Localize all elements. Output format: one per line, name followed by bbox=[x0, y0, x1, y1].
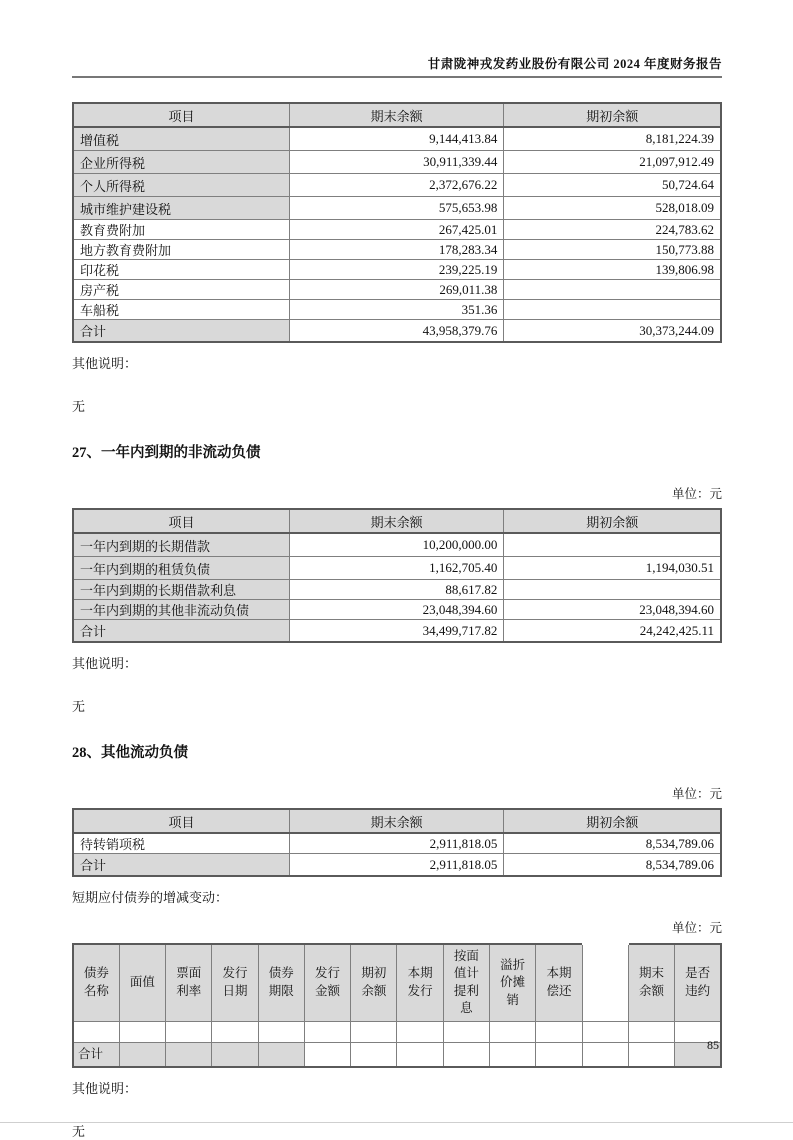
tax-table bbox=[72, 102, 722, 343]
table-row bbox=[73, 127, 721, 151]
beginning-balance-cell: 1,194,030.51 bbox=[504, 557, 721, 580]
beginning-balance-cell: 30,373,244.09 bbox=[504, 320, 721, 343]
row-label-cell: 印花税 bbox=[73, 260, 289, 280]
empty-cell bbox=[490, 1043, 536, 1068]
beginning-balance-cell: 139,806.98 bbox=[504, 260, 721, 280]
bond-change-caption: 短期应付债券的增减变动： bbox=[72, 890, 229, 905]
other-notes-label: 其他说明： bbox=[72, 1081, 138, 1096]
ending-balance-cell: 10,200,000.00 bbox=[289, 533, 503, 557]
column-header-ending-balance: 期末余额 bbox=[289, 809, 503, 833]
ending-balance-cell: 2,372,676.22 bbox=[289, 174, 503, 197]
table-total-row bbox=[73, 320, 721, 343]
table-total-row bbox=[73, 620, 721, 643]
row-label-cell: 个人所得税 bbox=[73, 174, 289, 197]
column-header-blank bbox=[582, 944, 628, 1022]
column-header-bond-name: 债券名称 bbox=[73, 944, 119, 1022]
row-label-cell: 待转销项税 bbox=[73, 833, 289, 854]
beginning-balance-cell: 50,724.64 bbox=[504, 174, 721, 197]
table-row bbox=[73, 174, 721, 197]
table-header-row bbox=[73, 103, 721, 127]
empty-cell bbox=[73, 1022, 119, 1043]
bond-unit-label: 单位：元 bbox=[671, 921, 722, 935]
table-row bbox=[73, 280, 721, 300]
table-row bbox=[73, 197, 721, 220]
section-27-unit-label: 单位：元 bbox=[671, 487, 722, 501]
ending-balance-cell: 575,653.98 bbox=[289, 197, 503, 220]
report-title: 甘肃陇神戎发药业股份有限公司 2024 年度财务报告 bbox=[427, 57, 722, 71]
empty-cell bbox=[166, 1022, 212, 1043]
row-label-cell: 教育费附加 bbox=[73, 220, 289, 240]
table-row bbox=[73, 260, 721, 280]
row-label-cell: 一年内到期的租赁负债 bbox=[73, 557, 289, 580]
empty-cell bbox=[212, 1022, 258, 1043]
total-label-cell: 合计 bbox=[73, 854, 289, 877]
total-label-cell: 合计 bbox=[73, 620, 289, 643]
column-header-interest-at-face-value: 按面值计提利息 bbox=[443, 944, 489, 1022]
column-header-repaid-this-period: 本期偿还 bbox=[536, 944, 582, 1022]
ending-balance-cell: 2,911,818.05 bbox=[289, 833, 503, 854]
column-header-ending-balance: 期末余额 bbox=[289, 509, 503, 533]
beginning-balance-cell: 8,534,789.06 bbox=[504, 833, 721, 854]
table-header-row bbox=[73, 509, 721, 533]
total-label-cell: 合计 bbox=[73, 1043, 119, 1068]
row-label-cell: 企业所得税 bbox=[73, 151, 289, 174]
empty-cell bbox=[443, 1022, 489, 1043]
empty-cell bbox=[536, 1022, 582, 1043]
ending-balance-cell: 23,048,394.60 bbox=[289, 600, 503, 620]
ending-balance-cell: 88,617.82 bbox=[289, 580, 503, 600]
column-header-beginning-balance: 期初余额 bbox=[504, 103, 721, 127]
noncurrent-liabilities-due-table bbox=[72, 508, 722, 643]
empty-cell bbox=[212, 1043, 258, 1068]
empty-cell bbox=[351, 1043, 397, 1068]
empty-cell bbox=[490, 1022, 536, 1043]
column-header-premium-discount-amortization: 溢折价摊销 bbox=[490, 944, 536, 1022]
beginning-balance-cell: 8,181,224.39 bbox=[504, 127, 721, 151]
ending-balance-cell: 9,144,413.84 bbox=[289, 127, 503, 151]
beginning-balance-cell: 21,097,912.49 bbox=[504, 151, 721, 174]
row-label-cell: 房产税 bbox=[73, 280, 289, 300]
beginning-balance-cell: 528,018.09 bbox=[504, 197, 721, 220]
empty-cell bbox=[119, 1043, 165, 1068]
ending-balance-cell: 267,425.01 bbox=[289, 220, 503, 240]
empty-cell bbox=[258, 1022, 304, 1043]
empty-cell bbox=[536, 1043, 582, 1068]
beginning-balance-cell: 8,534,789.06 bbox=[504, 854, 721, 877]
column-header-coupon-rate: 票面利率 bbox=[166, 944, 212, 1022]
column-header-beginning-balance: 期初余额 bbox=[351, 944, 397, 1022]
column-header-issue-date: 发行日期 bbox=[212, 944, 258, 1022]
column-header-item: 项目 bbox=[73, 103, 289, 127]
table-row bbox=[73, 240, 721, 260]
table-total-row bbox=[73, 854, 721, 877]
table-row bbox=[73, 557, 721, 580]
page-content bbox=[72, 0, 722, 1140]
beginning-balance-cell: 150,773.88 bbox=[504, 240, 721, 260]
section-28-title: 28、其他流动负债 bbox=[72, 745, 188, 761]
row-label-cell: 一年内到期的长期借款 bbox=[73, 533, 289, 557]
empty-cell bbox=[119, 1022, 165, 1043]
empty-cell bbox=[304, 1043, 350, 1068]
beginning-balance-cell: 23,048,394.60 bbox=[504, 600, 721, 620]
other-notes-label: 其他说明： bbox=[72, 656, 138, 671]
other-current-liabilities-table bbox=[72, 808, 722, 877]
beginning-balance-cell bbox=[504, 300, 721, 320]
column-header-default-status: 是否违约 bbox=[675, 944, 721, 1022]
table-total-row bbox=[73, 1043, 721, 1068]
ending-balance-cell: 30,911,339.44 bbox=[289, 151, 503, 174]
report-header bbox=[72, 0, 722, 78]
empty-cell bbox=[258, 1043, 304, 1068]
table-header-row bbox=[73, 809, 721, 833]
ending-balance-cell: 1,162,705.40 bbox=[289, 557, 503, 580]
section-27-title: 27、一年内到期的非流动负债 bbox=[72, 445, 261, 461]
column-header-ending-balance: 期末余额 bbox=[628, 944, 674, 1022]
ending-balance-cell: 43,958,379.76 bbox=[289, 320, 503, 343]
empty-cell bbox=[582, 1022, 628, 1043]
table-header-row bbox=[73, 944, 721, 1022]
ending-balance-cell: 34,499,717.82 bbox=[289, 620, 503, 643]
ending-balance-cell: 269,011.38 bbox=[289, 280, 503, 300]
column-header-ending-balance: 期末余额 bbox=[289, 103, 503, 127]
empty-cell bbox=[628, 1043, 674, 1068]
empty-cell bbox=[443, 1043, 489, 1068]
table-row bbox=[73, 1022, 721, 1043]
column-header-beginning-balance: 期初余额 bbox=[504, 809, 721, 833]
row-label-cell: 一年内到期的长期借款利息 bbox=[73, 580, 289, 600]
empty-cell bbox=[304, 1022, 350, 1043]
ending-balance-cell: 351.36 bbox=[289, 300, 503, 320]
beginning-balance-cell bbox=[504, 580, 721, 600]
column-header-face-value: 面值 bbox=[119, 944, 165, 1022]
table-row bbox=[73, 580, 721, 600]
column-header-bond-term: 债券期限 bbox=[258, 944, 304, 1022]
empty-cell bbox=[582, 1043, 628, 1068]
column-header-issue-amount: 发行金额 bbox=[304, 944, 350, 1022]
table-row bbox=[73, 220, 721, 240]
empty-cell bbox=[397, 1022, 443, 1043]
table-row bbox=[73, 151, 721, 174]
table-row bbox=[73, 600, 721, 620]
table-row bbox=[73, 533, 721, 557]
total-label-cell: 合计 bbox=[73, 320, 289, 343]
column-header-item: 项目 bbox=[73, 809, 289, 833]
ending-balance-cell: 178,283.34 bbox=[289, 240, 503, 260]
beginning-balance-cell: 224,783.62 bbox=[504, 220, 721, 240]
page-number: 85 bbox=[707, 1038, 719, 1052]
other-notes-value: 无 bbox=[72, 399, 86, 414]
ending-balance-cell: 2,911,818.05 bbox=[289, 854, 503, 877]
beginning-balance-cell: 24,242,425.11 bbox=[504, 620, 721, 643]
empty-cell bbox=[628, 1022, 674, 1043]
column-header-item: 项目 bbox=[73, 509, 289, 533]
other-notes-value: 无 bbox=[72, 1124, 86, 1139]
row-label-cell: 城市维护建设税 bbox=[73, 197, 289, 220]
empty-cell bbox=[397, 1043, 443, 1068]
row-label-cell: 增值税 bbox=[73, 127, 289, 151]
table-row bbox=[73, 833, 721, 854]
row-label-cell: 地方教育费附加 bbox=[73, 240, 289, 260]
section-28-unit-label: 单位：元 bbox=[671, 787, 722, 801]
row-label-cell: 一年内到期的其他非流动负债 bbox=[73, 600, 289, 620]
row-label-cell: 车船税 bbox=[73, 300, 289, 320]
short-term-bonds-table bbox=[72, 942, 722, 1068]
empty-cell bbox=[351, 1022, 397, 1043]
column-header-beginning-balance: 期初余额 bbox=[504, 509, 721, 533]
other-notes-label: 其他说明： bbox=[72, 356, 138, 371]
beginning-balance-cell bbox=[504, 280, 721, 300]
table-row bbox=[73, 300, 721, 320]
column-header-issued-this-period: 本期发行 bbox=[397, 944, 443, 1022]
empty-cell bbox=[166, 1043, 212, 1068]
beginning-balance-cell bbox=[504, 533, 721, 557]
other-notes-value: 无 bbox=[72, 699, 86, 714]
ending-balance-cell: 239,225.19 bbox=[289, 260, 503, 280]
